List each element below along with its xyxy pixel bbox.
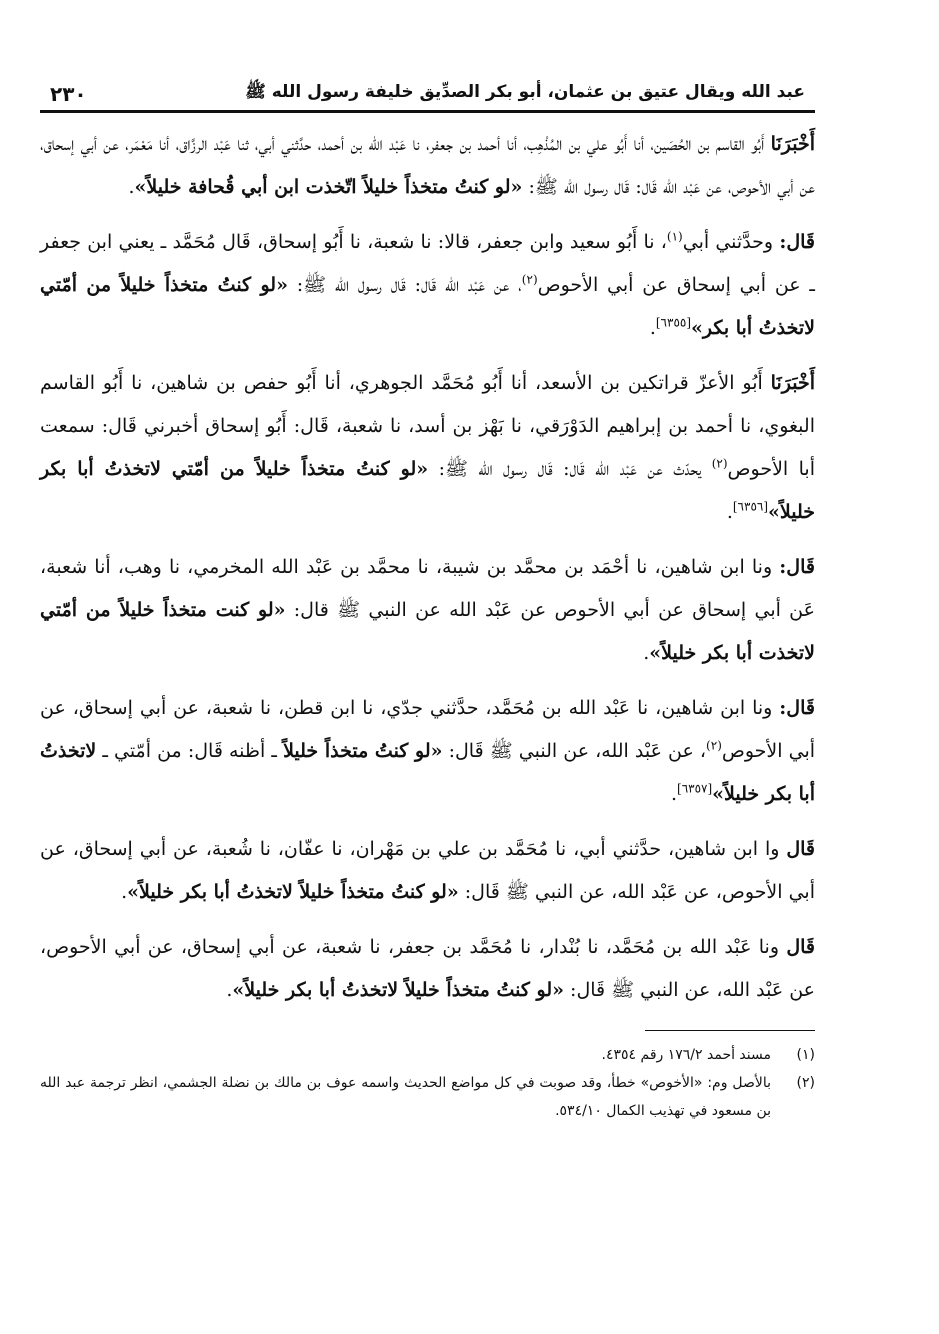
footnote-ref: (٢) — [521, 272, 538, 287]
paragraph-tail: . — [649, 317, 656, 339]
paragraph-text: ـ أظنه قَال: من أمّتي ـ — [96, 740, 284, 762]
paragraph-text: وا ابن شاهين، حدَّثني أبي، نا مُحَمَّد بن علي بن مَهْران، نا عفّان، نا شُعبة، عن أبي إسحاق، عن أبي الأحوص، عن عَبْد الله، عن النبي ﷺ قَال: — [40, 838, 815, 903]
hadith-text: «لو كنت متخذاً خليلاً من أمّتي لاتخذت أبا بكر خليلاً» — [40, 599, 815, 664]
paragraph-text: ونا ابن شاهين، نا عَبْد الله بن مُحَمَّد، حدَّثني جدّي، نا ابن قطن، نا شعبة، عن أبي إسحاق، عن أبي الأحوص — [40, 697, 816, 762]
hadith-text: «لو كنتُ متخذاً خليلاً اتّخذت ابن أبي قُحافة خليلاً» — [134, 176, 523, 198]
paragraph-lead: قَال: — [779, 697, 815, 719]
footnote — [40, 1069, 815, 1125]
paragraph-tail: . — [121, 881, 128, 903]
paragraph-text: وحدَّثني أبي — [682, 231, 780, 253]
paragraph-7 — [40, 926, 815, 1012]
hadith-text: «لو كنتُ متخذاً خليلاً من أمّتي لاتخذتُ أبا بكر خليلاً» — [40, 458, 815, 523]
paragraph-2 — [40, 221, 815, 350]
paragraph-text: ونا عَبْد الله بن مُحَمَّد، نا بُنْدار، نا مُحَمَّد بن جعفر، نا شعبة، عن أبي إسحاق، عن أبي الأحوص، عن عَبْد الله، عن النبي ﷺ قَال: — [40, 936, 815, 1001]
paragraph-text: ونا ابن شاهين، نا أحْمَد بن محمَّد بن شيبة، نا محمَّد بن عَبْد الله المخرمي، نا وهب، أنا شعبة، عَن أبي إسحاق عن أبي الأحوص عن عَبْد الله عن النبي ﷺ قال: — [40, 556, 815, 621]
paragraph-lead: قَال: — [779, 556, 815, 578]
paragraph-tail: . — [670, 783, 677, 805]
hadith-number: [٦٣٥٦] — [732, 499, 769, 514]
paragraph-text: ، عن عَبْد الله، عن النبي ﷺ قَال: — [442, 740, 707, 762]
paragraph-text: ، عن عَبْد الله قَال: قَال رسول الله ﷺ: — [287, 274, 522, 296]
paragraph-tail: . — [726, 501, 733, 523]
page-body — [40, 113, 815, 1012]
paragraph-text: ، نا أَبُو سعيد وابن جعفر، قالا: نا شعبة، نا أَبُو إسحاق، قَال مُحَمَّد ـ يعني ابن جعفر ـ عن أبي إسحاق عن أبي الأحوص — [40, 231, 815, 296]
paragraph-tail: . — [226, 979, 233, 1001]
footnote-number: (٢) — [796, 1075, 815, 1091]
footnote — [40, 1041, 815, 1069]
footnote-ref: (٢) — [706, 738, 722, 753]
paragraph-lead: أَخْبَرَنَا — [770, 133, 815, 155]
paragraph-5 — [40, 687, 815, 816]
paragraph-tail: . — [128, 176, 135, 198]
paragraph-lead: قَال — [786, 838, 815, 860]
hadith-text: «لو كنتُ متخذاً خليلاً من أمّتي لاتخذتُ أبا بكر» — [40, 274, 815, 339]
paragraph-text: يحدّث عن عَبْد الله قَال: قَال رسول الله ﷺ: — [428, 458, 712, 480]
hadith-number: [٦٣٥٧] — [677, 781, 713, 796]
footnote-ref: (٢) — [711, 456, 728, 471]
paragraph-tail: . — [643, 642, 650, 664]
paragraph-3 — [40, 362, 815, 534]
book-page — [40, 60, 815, 1125]
hadith-text: «لو كنتُ متخذاً خليلاً لاتخذتُ أبا بكر خليلاً» — [232, 979, 564, 1001]
page-number: ٢٣٠ — [50, 82, 87, 106]
running-title: عبد الله ويقال عتيق بن عثمان، أبو بكر الصدِّيق خليفة رسول الله ﷺ — [245, 82, 805, 102]
hadith-number: [٦٣٥٥] — [655, 315, 692, 330]
footnote-ref: (١) — [666, 229, 683, 244]
page-header — [40, 60, 815, 113]
hadith-text: «لو كنتُ متخذاً خليلاً — [283, 740, 443, 762]
paragraph-4 — [40, 546, 815, 675]
paragraph-text: أَبُو القاسم بن الحُصَين، أنا أَبُو علي بن المُذْهِب، أنا أحمد بن جعفر، نا عَبْد الله بن أحمد، حدَّثني أبي، ثنا عَبْد الرزَّاق، أنا مَعْمَر، عن أبي إسحاق، عن أبي الأحوص، عن عَبْد الله قَال: قَال رسول الله ﷺ: — [40, 133, 815, 198]
paragraph-lead: أَخْبَرَنَا — [770, 372, 815, 394]
paragraph-lead: قَال — [786, 936, 815, 958]
footnote-text: مسند أحمد ١٧٦/٢ رقم ٤٣٥٤. — [601, 1047, 771, 1063]
footnotes — [40, 1041, 815, 1125]
paragraph-1 — [40, 123, 815, 209]
paragraph-6 — [40, 828, 815, 914]
footnote-separator — [645, 1030, 815, 1031]
hadith-text: لاتخذتُ أبا بكر خليلاً» — [40, 740, 815, 805]
paragraph-text: أَبُو الأعزّ قراتكين بن الأسعد، أنا أَبُو مُحَمَّد الجوهري، أنا أَبُو حفص بن شاهين، نا أَبُو القاسم البغوي، نا أحمد بن إبراهيم الدَوْرَقي، نا بَهْز بن أسد، نا شعبة، قَال: أَبُو إسحاق أخبرني قَال: سمعت أبا الأحوص — [40, 372, 815, 480]
hadith-text: «لو كنتُ متخذاً خليلاً لاتخذتُ أبا بكر خليلاً» — [127, 881, 459, 903]
paragraph-lead: قَال: — [779, 231, 816, 253]
footnote-number: (١) — [796, 1047, 815, 1063]
footnote-text: بالأصل وم: «الأخوص» خطأ، وقد صوبت في كل مواضع الحديث واسمه عوف بن مالك بن نضلة الجشمي، انظر ترجمة عبد الله بن مسعود في تهذيب الكمال ٥٣٤/١٠. — [40, 1075, 771, 1119]
